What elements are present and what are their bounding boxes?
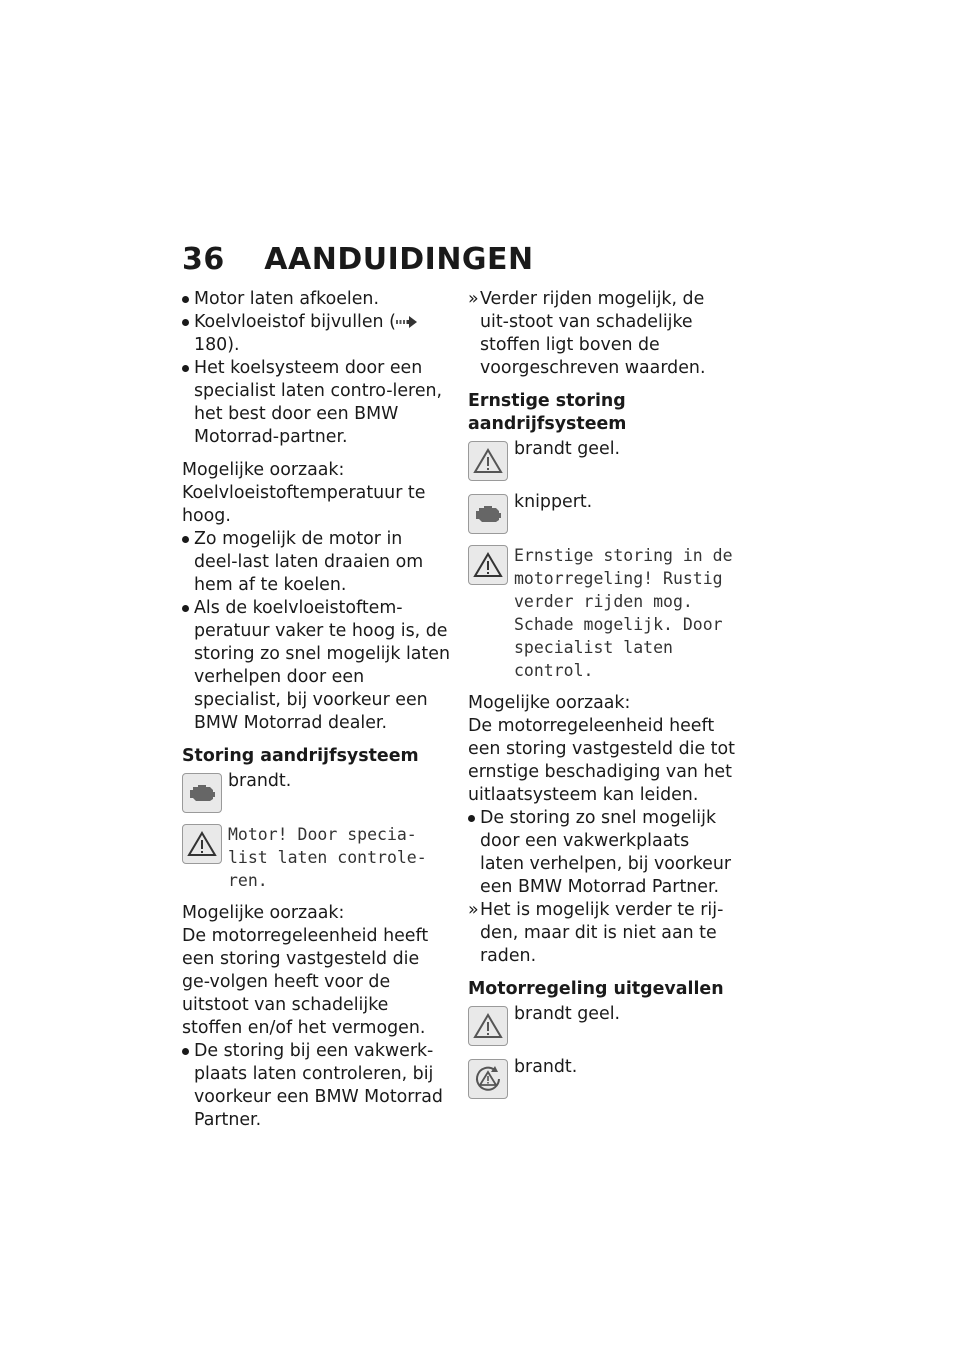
warning-triangle-icon xyxy=(468,545,508,585)
right-column xyxy=(468,288,736,1099)
cause-text: De motorregeleenheid heeft een storing vastgesteld die tot ernstige beschadiging van het uitlaatsysteem kan leiden. xyxy=(468,716,735,805)
indicator-state: knippert. xyxy=(514,492,593,512)
indicator-state: brandt geel. xyxy=(514,1004,621,1024)
indicator-row xyxy=(468,1003,736,1046)
indicator-state: brandt. xyxy=(228,771,292,791)
list-item: Het koelsysteem door een specialist laten contro-leren, het best door een BMW Motorrad-partner. xyxy=(182,357,450,449)
page-header xyxy=(182,238,534,282)
result-item: » Het is mogelijk verder te rij-den, maar dit is niet aan te raden. xyxy=(468,899,736,968)
cause-label: Mogelijke oorzaak: xyxy=(182,903,345,923)
indicator-row xyxy=(468,491,736,534)
indicator-row xyxy=(468,1056,736,1099)
indicator-row xyxy=(468,438,736,481)
engine-check-icon xyxy=(182,773,222,813)
indicator-state: brandt. xyxy=(514,1057,578,1077)
engine-check-icon xyxy=(468,494,508,534)
message-row xyxy=(182,823,450,892)
cause-text: De motorregeleenheid heeft een storing vastgesteld die ge-volgen heeft voor de uitstoot van schadelijke stoffen en/of het vermogen. xyxy=(182,926,429,1038)
list-item xyxy=(182,311,450,357)
page-reference-arrow-icon[interactable] xyxy=(396,316,418,328)
warning-triangle-icon xyxy=(468,1006,508,1046)
display-message xyxy=(182,823,450,892)
list-item: De storing bij een vakwerk-plaats laten controleren, bij voorkeur een BMW Motorrad Partner. xyxy=(182,1040,450,1132)
page-title: AANDUIDINGEN xyxy=(264,242,534,277)
message-row xyxy=(468,544,736,682)
warning-triangle-icon xyxy=(468,441,508,481)
display-message xyxy=(468,544,736,682)
list-item-text: Koelvloeistof bijvullen ( xyxy=(194,312,396,332)
left-column xyxy=(182,288,450,1132)
page-number: 36 xyxy=(182,242,225,277)
cause-label: Mogelijke oorzaak: xyxy=(182,460,345,480)
cause-label: Mogelijke oorzaak: xyxy=(468,693,631,713)
message-text: Ernstige storing in de motorregeling! Rustig verder rijden mog. Schade mogelijk. Door specialist laten control. xyxy=(514,546,733,680)
section-heading: Storing aandrijfsysteem xyxy=(182,746,419,766)
page-reference[interactable]: 180). xyxy=(194,335,240,355)
circle-warning-icon xyxy=(468,1059,508,1099)
cause-text: Koelvloeistoftemperatuur te hoog. xyxy=(182,483,426,526)
section-heading: Ernstige storing aandrijfsysteem xyxy=(468,391,627,434)
list-item: Motor laten afkoelen. xyxy=(182,288,450,311)
indicator-state: brandt geel. xyxy=(514,439,621,459)
list-item: Als de koelvloeistoftem-peratuur vaker te hoog is, de storing zo snel mogelijk laten verhelpen door een specialist, bij voorkeur een BMW Motorrad dealer. xyxy=(182,597,450,735)
result-item: » Verder rijden mogelijk, de uit-stoot van schadelijke stoffen ligt boven de voorgeschreven waarden. xyxy=(468,288,736,380)
warning-triangle-icon xyxy=(182,824,222,864)
list-item: De storing zo snel mogelijk door een vakwerkplaats laten verhelpen, bij voorkeur een BMW Motorrad Partner. xyxy=(468,807,736,899)
section-heading: Motorregeling uitgevallen xyxy=(468,979,724,999)
message-text: Motor! Door specia-list laten controle-ren. xyxy=(228,825,427,890)
indicator-row xyxy=(182,770,450,813)
list-item: Zo mogelijk de motor in deel-last laten draaien om hem af te koelen. xyxy=(182,528,450,597)
